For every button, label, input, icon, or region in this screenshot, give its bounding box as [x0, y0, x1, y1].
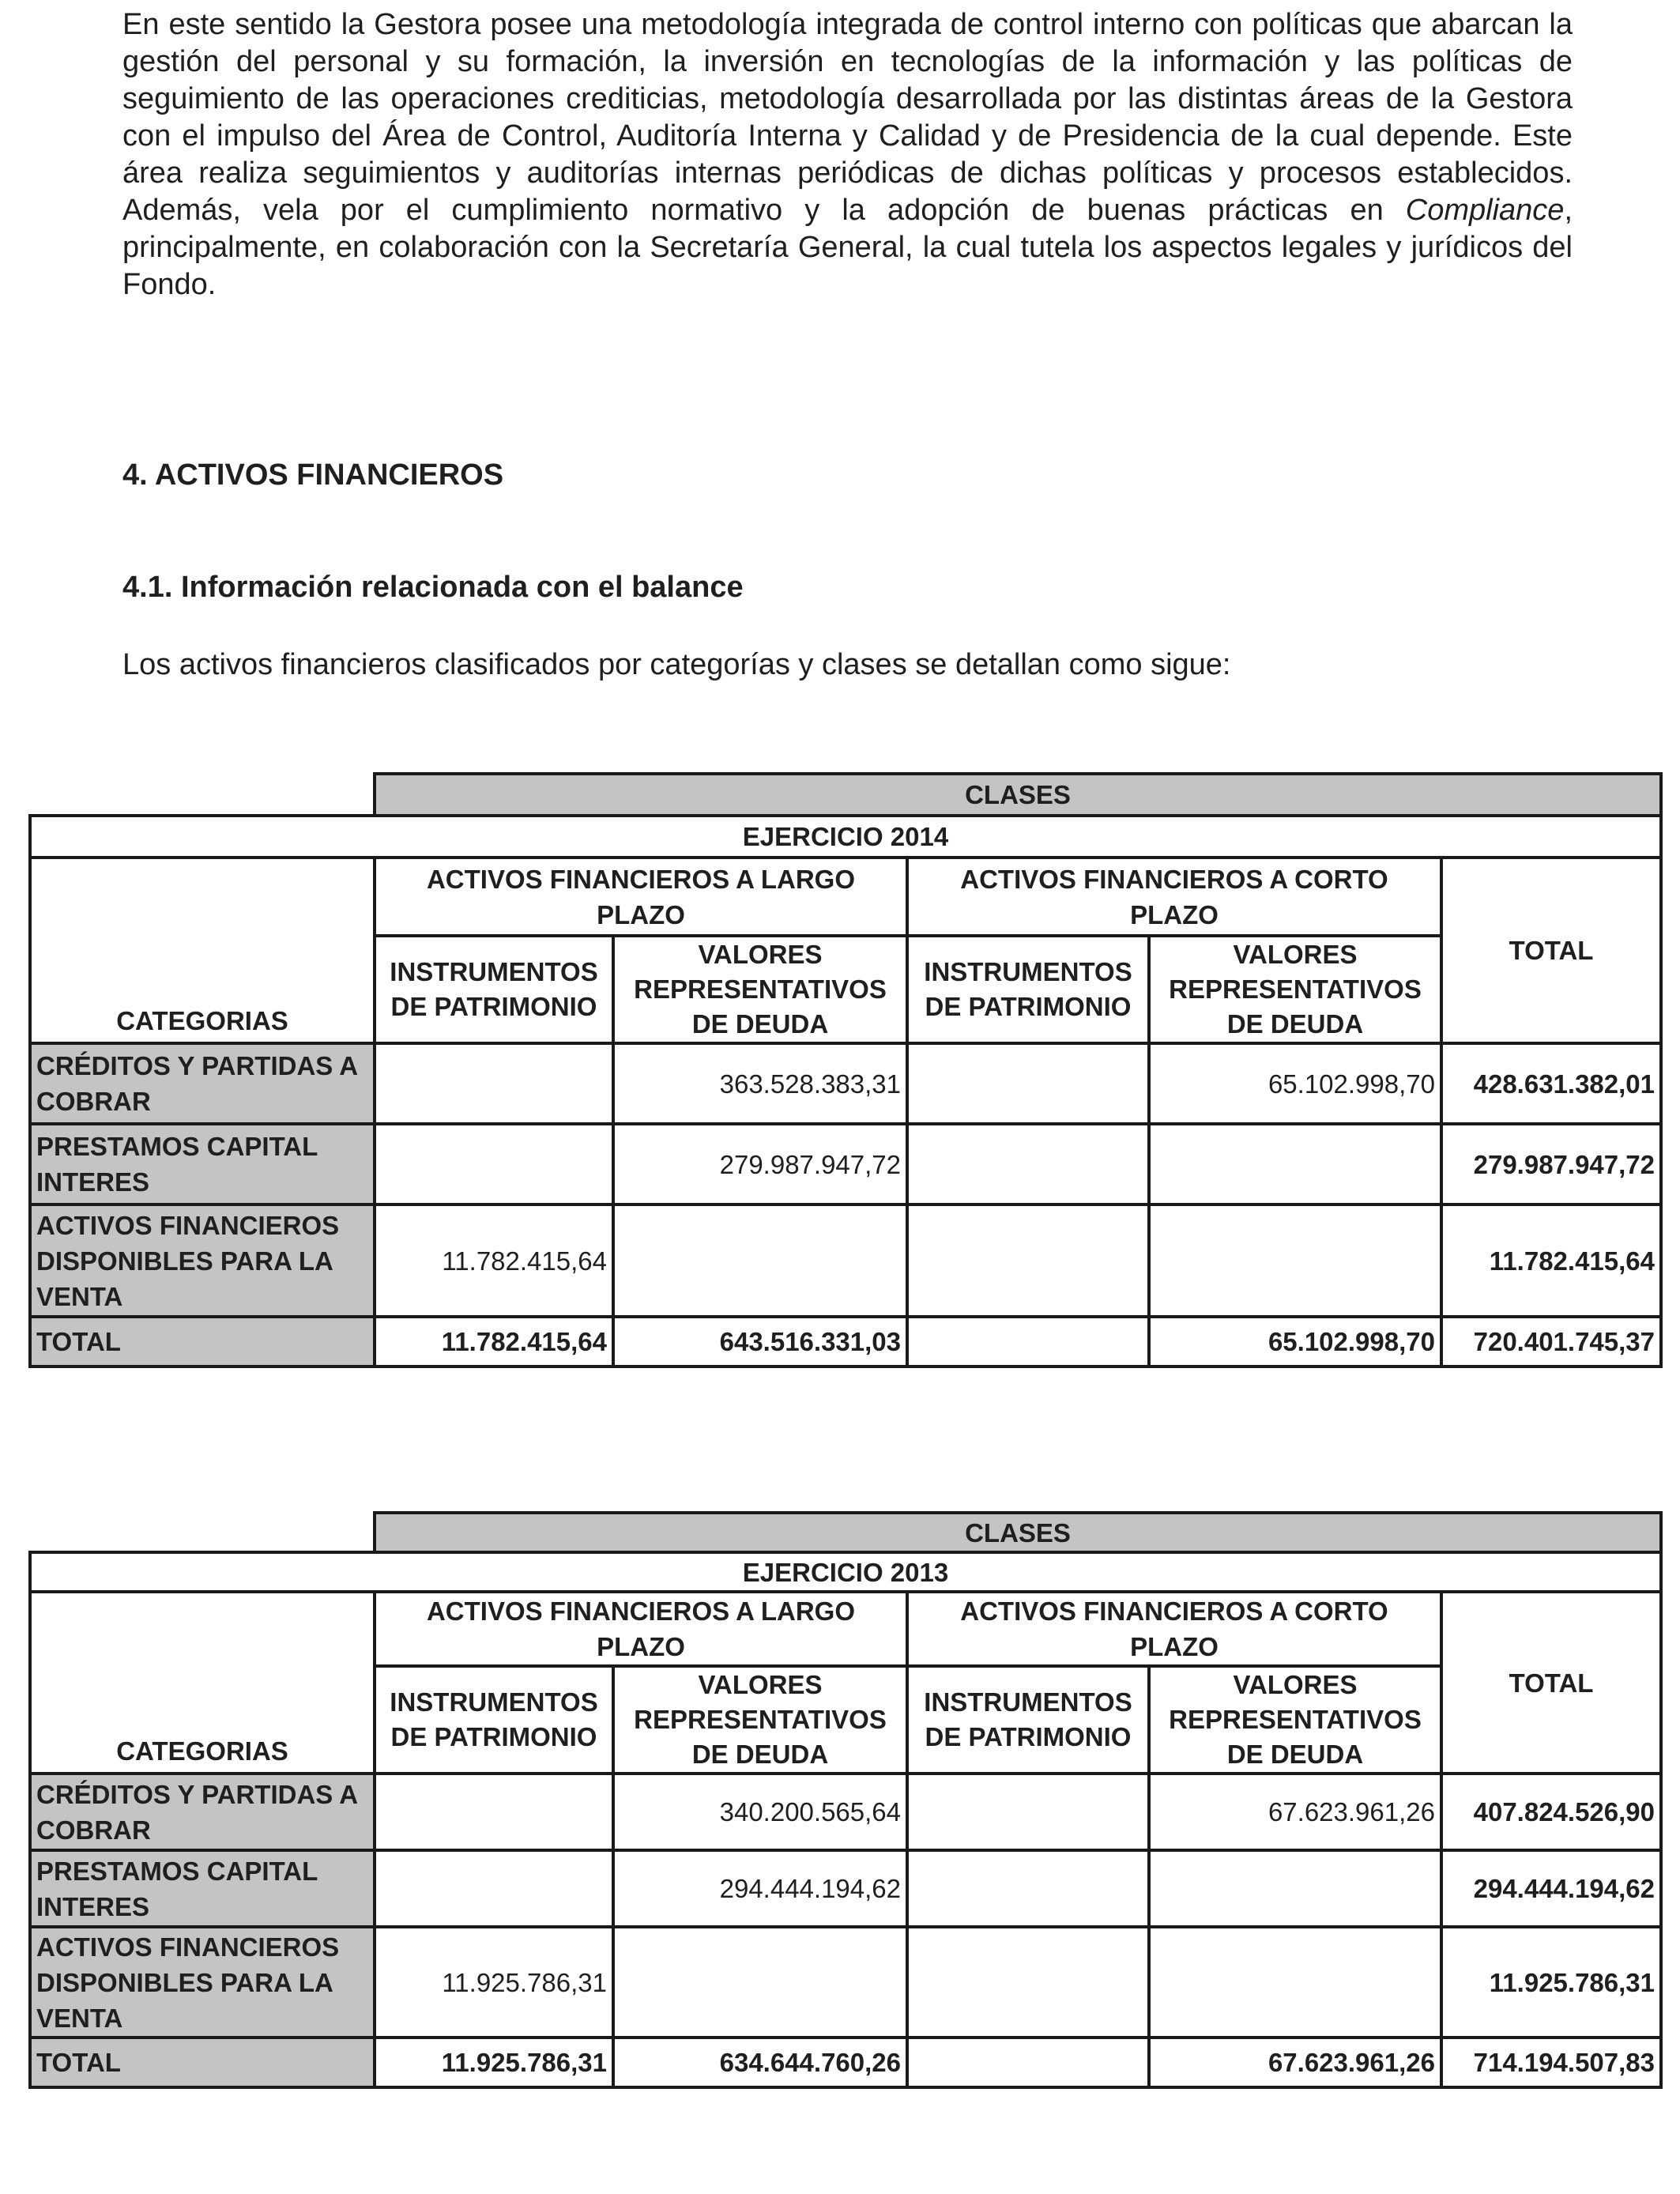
table-total-row: [30, 1317, 1661, 1367]
header-corto-plazo: ACTIVOS FINANCIEROS A CORTO PLAZO: [907, 1592, 1441, 1666]
cell-lp-inst: [375, 1124, 613, 1204]
table-row: [30, 1204, 1661, 1317]
header-ejercicio: EJERCICIO 2014: [30, 816, 1661, 858]
row-label: PRESTAMOS CAPITAL INTERES: [30, 1124, 375, 1204]
table-row: [30, 1774, 1661, 1850]
header-lp-valores: VALORES REPRESENTATIVOS DE DEUDA: [613, 936, 907, 1043]
header-clases: CLASES: [375, 774, 1661, 816]
cell-lp-inst: [375, 1774, 613, 1850]
header-total: TOTAL: [1441, 1592, 1661, 1774]
cell-cp-inst: [907, 1124, 1149, 1204]
cell-lp-val: 643.516.331,03: [613, 1317, 907, 1367]
cell-cp-inst: [907, 1850, 1149, 1927]
row-label: ACTIVOS FINANCIEROS DISPONIBLES PARA LA VENTA: [30, 1927, 375, 2038]
cell-cp-inst: [907, 1927, 1149, 2038]
cell-lp-val: 279.987.947,72: [613, 1124, 907, 1204]
cell-cp-val: [1149, 1850, 1441, 1927]
cell-lp-inst: 11.782.415,64: [375, 1204, 613, 1317]
paragraph-text-1: En este sentido la Gestora posee una metodología integrada de control interno con políticas que abarcan la gestión del personal y su formación, la inversión en tecnologías de la información y las políticas de seguimiento de las operaciones crediticias, metodología desarrollada por las distintas áreas de la Gestora con el impulso del Área de Control, Auditoría Interna y Calidad y de Presidencia de la cual depende. Este área realiza seguimientos y auditorías internas periódicas de dichas políticas y procesos establecidos. Además, vela por el cumplimiento normativo y la adopción de buenas prácticas en: [122, 8, 1573, 227]
cell-lp-val: [613, 1927, 907, 2038]
header-cp-valores: VALORES REPRESENTATIVOS DE DEUDA: [1149, 1666, 1441, 1774]
cell-total: 294.444.194,62: [1441, 1850, 1661, 1927]
table-row: [30, 1850, 1661, 1927]
table-row: [30, 1043, 1661, 1124]
header-ejercicio: EJERCICIO 2013: [30, 1552, 1661, 1592]
cell-lp-inst: [375, 1850, 613, 1927]
header-largo-plazo: ACTIVOS FINANCIEROS A LARGO PLAZO: [375, 858, 907, 936]
cell-lp-val: 363.528.383,31: [613, 1043, 907, 1124]
header-lp-instrumentos: INSTRUMENTOS DE PATRIMONIO: [375, 936, 613, 1043]
section-title: 4. ACTIVOS FINANCIEROS: [122, 458, 504, 492]
table-intro-text: Los activos financieros clasificados por categorías y clases se detallan como sigue:: [122, 648, 1231, 681]
header-cp-instrumentos: INSTRUMENTOS DE PATRIMONIO: [907, 936, 1149, 1043]
table-row: [30, 1124, 1661, 1204]
cell-total: 279.987.947,72: [1441, 1124, 1661, 1204]
row-label: CRÉDITOS Y PARTIDAS A COBRAR: [30, 1774, 375, 1850]
row-label: ACTIVOS FINANCIEROS DISPONIBLES PARA LA VENTA: [30, 1204, 375, 1317]
paragraph-italic-term: Compliance: [1405, 194, 1565, 227]
cell-lp-inst: [375, 1043, 613, 1124]
header-categorias: CATEGORIAS: [30, 1592, 375, 1774]
cell-cp-val: [1149, 1927, 1441, 2038]
cell-cp-val: 65.102.998,70: [1149, 1317, 1441, 1367]
cell-lp-val: 340.200.565,64: [613, 1774, 907, 1850]
cell-cp-inst: [907, 2038, 1149, 2087]
cell-total: 407.824.526,90: [1441, 1774, 1661, 1850]
header-clases: CLASES: [375, 1513, 1661, 1552]
financial-assets-table-2014: [28, 772, 1663, 1368]
cell-cp-val: [1149, 1204, 1441, 1317]
cell-lp-inst: 11.925.786,31: [375, 1927, 613, 2038]
row-label-total: TOTAL: [30, 2038, 375, 2087]
header-cp-instrumentos: INSTRUMENTOS DE PATRIMONIO: [907, 1666, 1149, 1774]
header-total: TOTAL: [1441, 858, 1661, 1043]
cell-cp-inst: [907, 1774, 1149, 1850]
row-label: PRESTAMOS CAPITAL INTERES: [30, 1850, 375, 1927]
cell-cp-val: 65.102.998,70: [1149, 1043, 1441, 1124]
cell-cp-inst: [907, 1204, 1149, 1317]
subsection-title: 4.1. Información relacionada con el balance: [122, 571, 744, 604]
row-label-total: TOTAL: [30, 1317, 375, 1367]
row-label: CRÉDITOS Y PARTIDAS A COBRAR: [30, 1043, 375, 1124]
cell-total: 11.782.415,64: [1441, 1204, 1661, 1317]
cell-total: 11.925.786,31: [1441, 1927, 1661, 2038]
cell-cp-val: [1149, 1124, 1441, 1204]
header-largo-plazo: ACTIVOS FINANCIEROS A LARGO PLAZO: [375, 1592, 907, 1666]
paragraph-text-2: , principalmente, en colaboración con la Secretaría General, la cual tutela los aspectos legales y jurídicos del Fondo.: [122, 194, 1573, 301]
cell-lp-val: 294.444.194,62: [613, 1850, 907, 1927]
cell-lp-val: 634.644.760,26: [613, 2038, 907, 2087]
cell-lp-inst: 11.925.786,31: [375, 2038, 613, 2087]
table-corner-blank: [30, 1513, 375, 1552]
cell-cp-inst: [907, 1043, 1149, 1124]
table-corner-blank: [30, 774, 375, 816]
header-categorias: CATEGORIAS: [30, 858, 375, 1043]
cell-lp-val: [613, 1204, 907, 1317]
cell-total: 428.631.382,01: [1441, 1043, 1661, 1124]
header-lp-valores: VALORES REPRESENTATIVOS DE DEUDA: [613, 1666, 907, 1774]
header-cp-valores: VALORES REPRESENTATIVOS DE DEUDA: [1149, 936, 1441, 1043]
intro-paragraph: [122, 6, 1573, 303]
table-total-row: [30, 2038, 1661, 2087]
cell-cp-val: 67.623.961,26: [1149, 2038, 1441, 2087]
header-corto-plazo: ACTIVOS FINANCIEROS A CORTO PLAZO: [907, 858, 1441, 936]
table-row: [30, 1927, 1661, 2038]
cell-cp-inst: [907, 1317, 1149, 1367]
financial-assets-table-2013: [28, 1511, 1663, 2089]
header-lp-instrumentos: INSTRUMENTOS DE PATRIMONIO: [375, 1666, 613, 1774]
cell-total: 720.401.745,37: [1441, 1317, 1661, 1367]
cell-cp-val: 67.623.961,26: [1149, 1774, 1441, 1850]
cell-total: 714.194.507,83: [1441, 2038, 1661, 2087]
cell-lp-inst: 11.782.415,64: [375, 1317, 613, 1367]
